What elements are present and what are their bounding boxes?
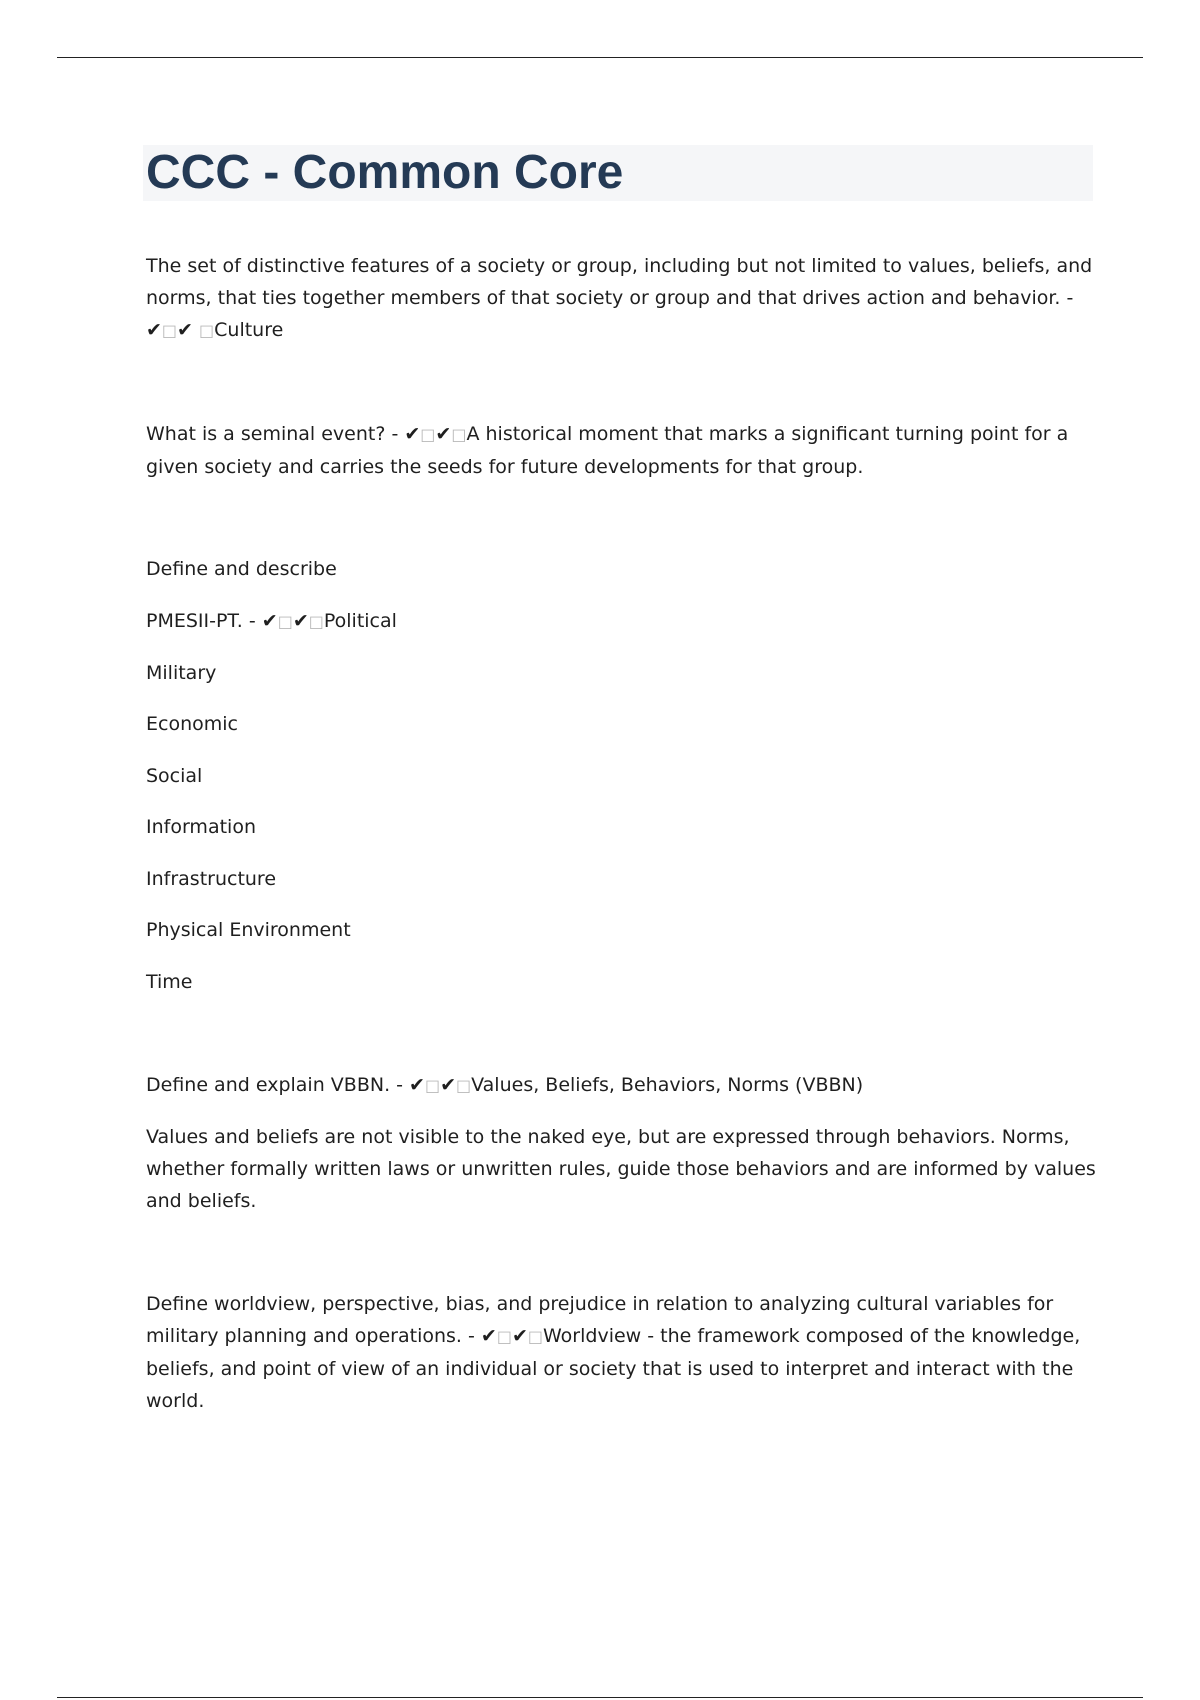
pmesii-item: Information <box>146 816 256 838</box>
qa-seminal-event <box>146 418 1101 483</box>
question-text: PMESII-PT. - <box>146 610 262 632</box>
answer-text: Culture <box>214 319 284 341</box>
pmesii-item: Political <box>323 610 397 632</box>
answer-text: Worldview - the framework composed of the knowledge, beliefs, and point of view of an individual or society that is used to interpret and interact with the world. <box>146 1325 1081 1412</box>
box-icon: □ <box>496 1327 512 1346</box>
box-icon: □ <box>308 612 324 631</box>
qa-pmesii-question <box>146 605 1101 638</box>
check-icon: ✔ <box>146 319 162 341</box>
question-text: Define worldview, perspective, bias, and prejudice in relation to analyzing cultural variables for military planning and operations. - <box>146 1293 1054 1347</box>
qa-culture <box>146 250 1101 347</box>
qa-vbbn <box>146 1069 1101 1102</box>
pmesii-item: Military <box>146 662 217 684</box>
question-text: Define and explain VBBN. - <box>146 1074 410 1096</box>
check-icon: ✔ <box>511 1325 528 1347</box>
header-rule <box>57 57 1143 58</box>
footer-rule <box>57 1697 1143 1698</box>
pmesii-item: Time <box>146 971 193 993</box>
check-icon: ✔ <box>440 1074 457 1096</box>
pmesii-item: Economic <box>146 713 238 735</box>
check-icon: ✔ <box>480 1325 497 1347</box>
pmesii-item: Infrastructure <box>146 868 277 890</box>
pmesii-item: Physical Environment <box>146 919 351 941</box>
check-icon: ✔ <box>404 423 421 445</box>
check-icon: ✔ <box>261 610 278 632</box>
box-icon: □ <box>199 321 215 340</box>
box-icon: □ <box>424 1076 441 1095</box>
answer-text: Values, Beliefs, Behaviors, Norms (VBBN) <box>471 1074 864 1096</box>
question-text: What is a seminal event? - <box>146 423 405 445</box>
answer-text: A historical moment that marks a significant turning point for a given society and carries the seeds for future developments for that group. <box>146 423 1069 478</box>
box-icon: □ <box>161 321 178 340</box>
check-icon: ✔ <box>409 1074 425 1096</box>
box-icon: □ <box>456 1076 472 1095</box>
pmesii-item: Social <box>146 765 203 787</box>
check-icon: ✔ <box>435 423 452 445</box>
box-icon: □ <box>420 425 436 444</box>
check-icon: ✔ <box>292 610 309 632</box>
box-icon: □ <box>451 425 467 444</box>
box-icon: □ <box>527 1327 543 1346</box>
vbbn-detail: Values and beliefs are not visible to the naked eye, but are expressed through behaviors. Norms, whether formally written laws or unwritten rules, guide those behaviors and are informed by values and beliefs. <box>146 1126 1096 1212</box>
qa-worldview <box>146 1288 1101 1417</box>
page-title: CCC - Common Core <box>146 146 624 199</box>
question-text: The set of distinctive features of a society or group, including but not limited to values, beliefs, and norms, that ties together members of that society or group and that drives action and behavior. - <box>146 255 1093 309</box>
qa-pmesii-intro: Define and describe <box>146 558 337 580</box>
check-icon: ✔ <box>177 319 193 341</box>
box-icon: □ <box>277 612 293 631</box>
